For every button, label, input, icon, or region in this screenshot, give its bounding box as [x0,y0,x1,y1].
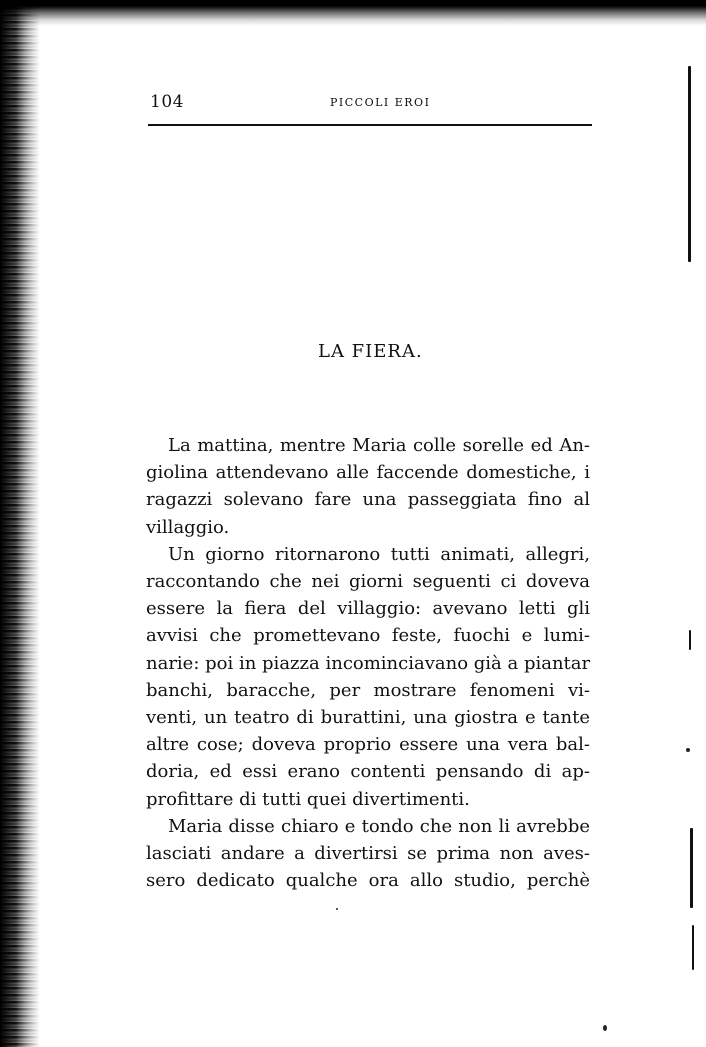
chapter-title: LA FIERA. [318,341,423,362]
text-line: ragazzi solevano fare una passeggiata fino al [146,489,590,511]
text-line: giolina attendevano alle faccende domestiche, i [146,462,590,484]
text-line: villaggio. [146,516,230,538]
scan-right-mark [690,828,693,908]
scan-left-edge [0,0,40,1047]
text-line: sero dedicato qualche ora allo studio, perchè [146,870,590,892]
text-line: Un giorno ritornarono tutti animati, allegri, [168,543,590,565]
scan-right-mark [688,66,691,262]
text-line: avvisi che promettevano feste, fuochi e lumi- [146,625,590,647]
scan-right-mark [689,630,691,650]
running-head: PICCOLI EROI [330,96,431,109]
text-line: narie: poi in piazza incominciavano già a piantar [146,652,591,674]
scan-top-edge [0,0,706,26]
scan-speck [336,908,338,910]
scan-speck [686,748,690,752]
text-line: Maria disse chiaro e tondo che non li avrebbe [168,815,590,837]
text-line: banchi, baracche, per mostrare fenomeni vi- [146,679,590,701]
scan-right-mark [692,925,694,970]
page-number: 104 [150,92,184,112]
text-line: La mattina, mentre Maria colle sorelle ed An- [168,435,590,456]
text-line: lasciati andare a divertirsi se prima non aves- [146,843,590,865]
text-line: essere la fiera del villaggio: avevano letti gli [146,598,590,620]
text-line: altre cose; doveva proprio essere una vera bal- [146,734,590,756]
body-text [146,432,590,894]
text-line: venti, un teatro di burattini, una giostra e tante [146,707,590,729]
text-line: profittare di tutti quei divertimenti. [146,788,470,810]
text-line: raccontando che nei giorni seguenti ci doveva [146,571,590,593]
scan-speck [603,1025,607,1031]
header-rule [148,124,592,126]
text-line: doria, ed essi erano contenti pensando di ap- [146,761,590,783]
